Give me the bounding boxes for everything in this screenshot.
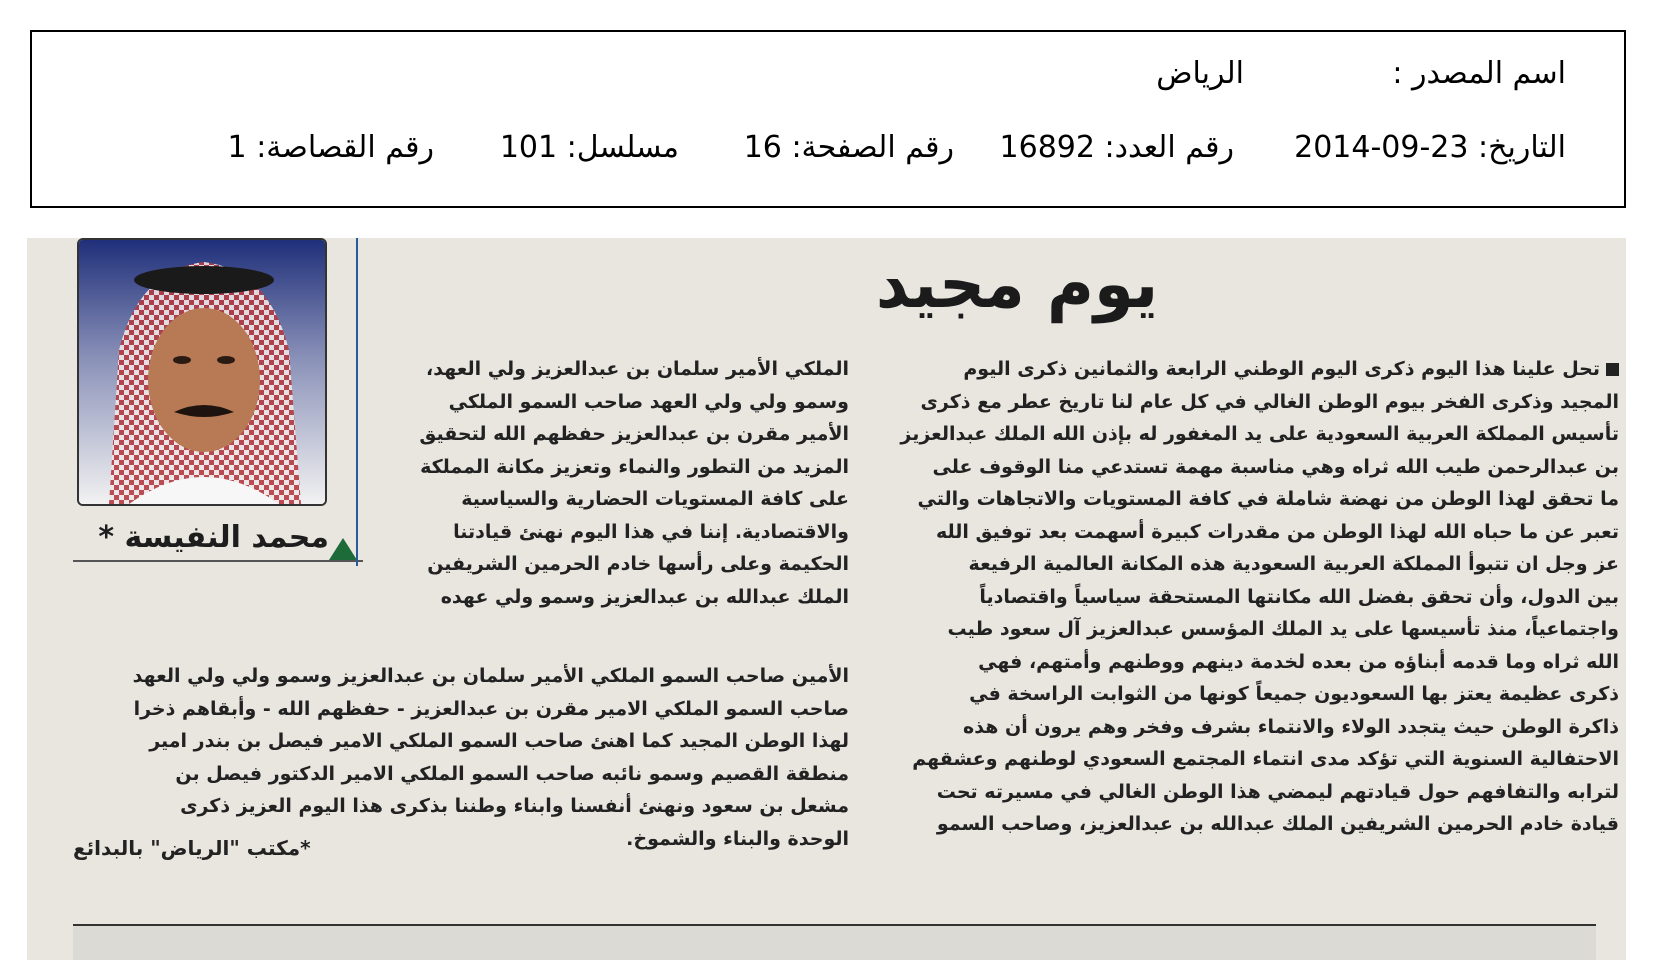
- article-line-text: ذاكرة الوطن حيث يتجدد الولاء والانتماء بشرف وفخر وهم يرون أن هذه: [963, 715, 1619, 738]
- article-line-text: بين الدول، وأن تحقق بفضل الله مكانتها المستحقة سياسياً واقتصادياً: [979, 585, 1619, 608]
- article-headline: يوم مجيد: [875, 246, 1159, 324]
- article-line: [853, 613, 1619, 646]
- triangle-ornament-icon: [329, 538, 357, 560]
- article-line: [361, 353, 849, 386]
- article-line-text: ما تحقق لهذا الوطن من نهضة شاملة في كافة المستويات والاتجاهات والتي: [917, 488, 1619, 510]
- article-line: [853, 743, 1619, 776]
- newspaper-clipping: [27, 238, 1626, 960]
- page-value: 16: [743, 130, 782, 165]
- article-line-text: تحل علينا هذا اليوم ذكرى اليوم الوطني الرابعة والثمانين ذكرى اليوم: [963, 358, 1600, 380]
- article-line-text: ذكرى عظيمة يعتز بها السعوديون جميعاً كونها من الثوابت الراسخة في: [969, 683, 1619, 705]
- article-line: [361, 516, 849, 549]
- article-line: [853, 808, 1619, 841]
- article-signature: *مكتب "الرياض" بالبدائع: [73, 836, 311, 860]
- source-value: الرياض: [1156, 56, 1244, 91]
- article-line: [71, 758, 849, 791]
- details-row: [32, 130, 1624, 170]
- article-line: [853, 678, 1619, 711]
- article-line: [361, 418, 849, 451]
- issue-field: [1000, 130, 1234, 165]
- article-line-text: المجيد وذكرى الفخر بيوم الوطن الغالي في كل عام لنا تاريخ عطر مع ذكرى: [920, 390, 1619, 413]
- article-line-text: مشعل بن سعود ونهنئ أنفسنا وابناء وطننا بذكرى هذا اليوم العزيز ذكرى: [180, 795, 849, 817]
- bullet-square-icon: [1606, 363, 1619, 376]
- article-line-text: تعبر عن ما حباه الله لهذا الوطن من مقدرات كبيرة أسهمت بعد توفيق الله: [936, 520, 1619, 543]
- article-line: [71, 693, 849, 726]
- serial-label: مسلسل:: [566, 130, 679, 165]
- clip-field: [228, 130, 434, 165]
- article-line-text: الحكيمة وعلى رأسها خادم الحرمين الشريفين: [427, 553, 849, 575]
- article-line-text: الملكي الأمير سلمان بن عبدالعزيز ولي العهد،: [426, 358, 849, 380]
- article-column-continuation: [71, 660, 849, 860]
- article-line-text: صاحب السمو الملكي الامير مقرن بن عبدالعزيز - حفظهم الله - وأبقاهم ذخرا: [133, 697, 849, 720]
- article-line: [71, 660, 849, 693]
- article-line: [853, 418, 1619, 451]
- article-line: [361, 386, 849, 419]
- article-line: [853, 548, 1619, 581]
- article-line: [853, 516, 1619, 549]
- date-value: 2014-09-23: [1294, 130, 1469, 165]
- date-label: التاريخ:: [1478, 130, 1566, 165]
- article-line: [853, 451, 1619, 484]
- article-line-text: المزيد من التطور والنماء وتعزيز مكانة المملكة: [420, 455, 849, 478]
- source-row: [32, 56, 1624, 96]
- article-line-text: الاحتفالية السنوية التي تؤكد مدى انتماء المجتمع السعودي لوطنهم وعشقهم: [912, 748, 1619, 770]
- byline-rule: [73, 560, 363, 562]
- issue-value: 16892: [999, 130, 1095, 165]
- article-line-text: لترابه والتفافهم حول قيادتهم ليمضي هذا الوطن الغالي في مسيرته تحت: [936, 780, 1619, 803]
- article-column-right: [853, 353, 1619, 923]
- article-line: [853, 353, 1619, 386]
- article-line: [853, 581, 1619, 614]
- article-line-text: الأمير مقرن بن عبدالعزيز حفظهم الله لتحقيق: [419, 423, 849, 445]
- article-line-text: عز وجل ان تتبوأ المملكة العربية السعودية هذه المكانة العالمية الرفيعة: [968, 553, 1619, 575]
- article-line: [853, 711, 1619, 744]
- article-line-text: الوحدة والبناء والشموخ.: [626, 827, 849, 850]
- article-column-middle: [361, 353, 849, 663]
- page-label: رقم الصفحة:: [791, 130, 954, 165]
- author-photo: [77, 238, 327, 506]
- article-line: [361, 483, 849, 516]
- article-line: [361, 548, 849, 581]
- article-line: [71, 725, 849, 758]
- page-field: [744, 130, 954, 165]
- article-line-text: منطقة القصيم وسمو نائبه صاحب السمو الملكي الامير الدكتور فيصل بن: [175, 762, 849, 785]
- article-line-text: لهذا الوطن المجيد كما اهنئ صاحب السمو الملكي الامير فيصل بن بندر امير: [149, 730, 849, 752]
- article-line: [361, 451, 849, 484]
- article-line-text: والاقتصادية. إننا في هذا اليوم نهنئ قيادتنا: [453, 520, 849, 543]
- clip-label: رقم القصاصة:: [256, 130, 434, 165]
- article-line: [853, 776, 1619, 809]
- article-line: [71, 790, 849, 823]
- serial-value: 101: [499, 130, 558, 165]
- clip-value: 1: [227, 130, 247, 165]
- source-label: اسم المصدر :: [1392, 56, 1566, 91]
- article-line-text: الأمين صاحب السمو الملكي الأمير سلمان بن عبدالعزيز وسمو ولي ولي العهد: [132, 665, 849, 687]
- clipping-bottom-band: [73, 926, 1596, 960]
- article-line: [361, 581, 849, 614]
- article-line: [853, 483, 1619, 516]
- article-line-text: واجتماعياً، منذ تأسيسها على يد الملك المؤسس عبدالعزيز آل سعود طيب: [947, 618, 1619, 640]
- article-line-text: الملك عبدالله بن عبدالعزيز وسمو ولي عهده: [440, 585, 849, 608]
- article-line: [853, 386, 1619, 419]
- author-byline: محمد النفيسة *: [98, 520, 329, 555]
- article-line-text: على كافة المستويات الحضارية والسياسية: [461, 488, 849, 510]
- article-line-text: قيادة خادم الحرمين الشريفين الملك عبدالله بن عبدالعزيز، وصاحب السمو: [936, 813, 1619, 835]
- article-line: [853, 646, 1619, 679]
- metadata-box: [30, 30, 1626, 208]
- serial-field: [500, 130, 679, 165]
- article-line-text: تأسيس المملكة العربية السعودية على يد المغفور له بإذن الله الملك عبدالعزيز: [900, 423, 1619, 445]
- issue-label: رقم العدد:: [1104, 130, 1234, 165]
- article-line-text: وسمو ولي ولي العهد صاحب السمو الملكي: [448, 390, 849, 413]
- article-line-text: بن عبدالرحمن طيب الله ثراه وهي مناسبة مهمة تستدعي منا الوقوف على: [932, 455, 1619, 478]
- article-line-text: الله ثراه وما قدمه أبناؤه من بعده لخدمة دينهم ووطنهم وأمتهم، فهي: [978, 650, 1619, 673]
- date-field: [1294, 130, 1566, 165]
- author-portrait-image: [79, 240, 325, 504]
- column-divider: [356, 238, 358, 566]
